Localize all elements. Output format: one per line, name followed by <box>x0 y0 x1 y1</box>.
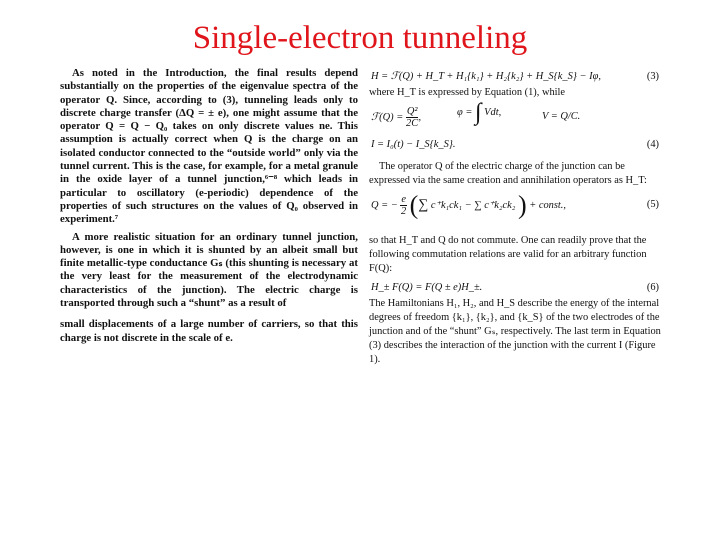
equation-5-lhs: Q = − <box>371 199 398 211</box>
equation-6-body: H_± F(Q) = F(Q ± e)H_±. <box>371 282 483 294</box>
def-f: ℱ(Q) = $\frac{\text{Q²}}{2C}$ , <box>371 105 422 129</box>
equation-5-frac-den: 2 <box>401 205 407 217</box>
equation-5-body <box>371 190 567 220</box>
paragraph-operator: The operator Q of the electric charge of the junction can be expressed via the same creation and annihilation operators as H_T: <box>369 160 647 186</box>
equation-4 <box>369 136 661 154</box>
left-paragraph-2: A more realistic situation for an ordinary tunnel junction, however, is one in which it is shunted by an albeit small but finite metallic-type conductance Gₛ (this shunting is necessary at the very least for the measurement of the electrodynamic characteristics of the junction). The electric charge is transported through such a “shunt” as a result of <box>60 230 358 310</box>
paragraph-hamiltonians: The Hamiltonians H₁, H₂, and H_S describe the energy of the internal degrees of freedom {k₁}, {k₂}, and {k_S} of the two electrodes of the junction and of the “shunt” Gₛ, respectively. The last term in Equation (3) describes the interaction of the junction with the current I (Figure 1). <box>369 298 661 366</box>
paragraph-commute: so that H_T and Q do not commute. One can readily prove that the following commutation relations are valid for an arbitrary function F(Q): <box>369 234 647 274</box>
def-phi <box>457 99 502 126</box>
equation-5-inner: c⁺k₁ck₁ − ∑ c⁺k₂ck₂ <box>430 199 516 211</box>
right-text-column <box>369 68 661 367</box>
equation-6-number: (6) <box>646 282 659 294</box>
def-f-numerator: Q² <box>406 105 418 117</box>
equation-5 <box>369 190 661 230</box>
def-f-lhs: ℱ(Q) = <box>371 111 404 123</box>
def-f-denominator: 2C <box>406 117 419 129</box>
equation-4-number: (4) <box>646 138 659 150</box>
def-phi-rhs: Vdt, <box>484 106 502 118</box>
left-paren: ( <box>409 190 419 220</box>
equation-5-frac-num: e <box>401 193 406 205</box>
equation-5-number: (5) <box>646 198 659 210</box>
def-phi-lhs: φ = <box>457 106 473 118</box>
equation-6 <box>369 279 661 297</box>
integral-sign: ∫ <box>474 99 482 126</box>
equation-4-body: I = I₀(t) − I_S{k_S}. <box>371 138 456 150</box>
slide-title: Single-electron tunneling <box>192 20 528 56</box>
equation-5-tail: + const., <box>529 199 567 211</box>
equation-5-fraction <box>400 194 407 217</box>
def-v: V = Q/C. <box>542 110 581 122</box>
left-paragraph-3: small displacements of a large number of carriers, so that this charge is not discrete in the scale of e. <box>60 318 358 344</box>
left-paragraph-1: As noted in the Introduction, the final results depend substantially on the properties of the eigenvalue spectra of the operator Q. Since, according to (3), tunneling leads only to discrete charge transfer (ΔQ = ± e), one might assume that the operator Q = Q − Q₀ takes on only discrete values ne. This assumption is actually correct when Q is the charge on an isolated conductor connected to the “outside world” only via the tunnel current. This is the case, for example, for a metal granule in the oxide layer of a tunnel junction,⁶⁻⁸ which leads in particular to oscillatory (e-periodic) dependence of the properties of such structures on the values of Q₀ observed in experiment.⁷ <box>60 67 358 226</box>
right-paren: ) <box>517 190 527 220</box>
equation-3 <box>369 68 661 86</box>
left-text-column <box>60 67 358 345</box>
def-f-fraction <box>406 106 419 129</box>
equation-3-number: (3) <box>646 71 659 82</box>
text-after-eq3: where H_T is expressed by Equation (1), while <box>369 87 566 98</box>
sum-sign: ∑ <box>418 197 429 213</box>
equation-3-body: H = ℱ(Q) + H_T + H₁{k₁} + H₂{k₂} + H_S{k_S} − Iφ, <box>371 71 601 82</box>
definitions-row <box>369 99 661 136</box>
